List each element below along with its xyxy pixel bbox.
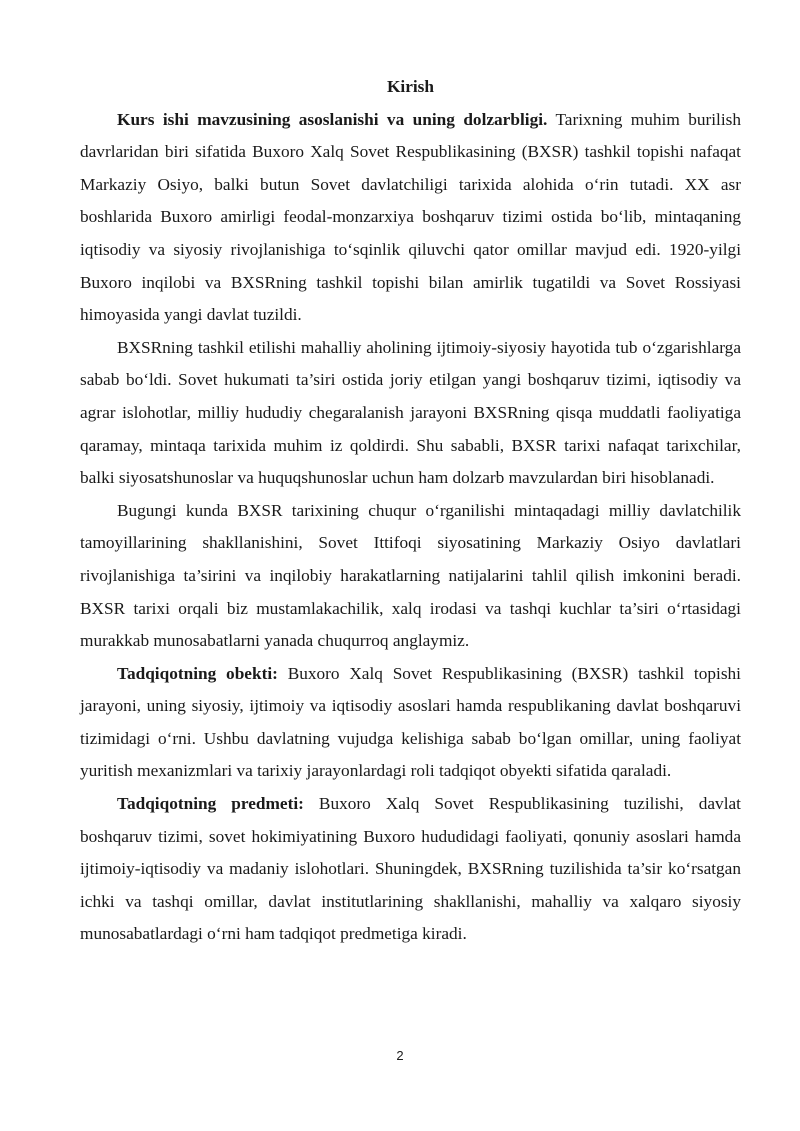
paragraph-relevance — [80, 104, 741, 332]
page-content — [80, 71, 741, 951]
paragraph-text: BXSRning tashkil etilishi mahalliy aholining ijtimoiy-siyosiy hayotida tub o‘zgarishlarga sabab bo‘ldi. Sovet hukumati ta’siri ostida joriy etilgan yangi boshqaruv tizimi, iqtisodiy va agrar islohotlar, milliy hududiy chegaralanish jarayoni BXSRning qisqa muddatli faoliyatiga qaramay, mintaqa tarixida muhim iz qoldirdi. Shu sababli, BXSR tarixi nafaqat tarixchilar, balki siyosatshunoslar va huquqshunoslar uchun ham dolzarb mavzulardan biri hisoblanadi. — [80, 337, 741, 488]
paragraph-research-object — [80, 658, 741, 788]
paragraph-text: Buxoro Xalq Sovet Respublikasining (BXSR) tashkil topishi jarayoni, uning siyosiy, ijtimoiy va iqtisodiy asoslari hamda respublikaning davlat boshqaruvi tizimidagi o‘rni. Ushbu davlatning vujudga kelishiga sabab bo‘lgan omillar, uning faoliyat yuritish mexanizmlari va tarixiy jarayonlardagi roli tadqiqot obyekti sifatida qaraladi. — [80, 663, 741, 781]
section-heading: Kirish — [386, 77, 435, 96]
paragraph-text: Buxoro Xalq Sovet Respublikasining tuzilishi, davlat boshqaruv tizimi, sovet hokimiyatining Buxoro hududidagi faoliyati, qonuniy asoslari hamda ijtimoiy-iqtisodiy va madaniy islohotlari. Shuningdek, BXSRning tuzilishida ta’sir ko‘rsatgan ichki va tashqi omillar, davlat institutlarining shakllanishi, mahalliy va xalqaro siyosiy munosabatlardagi o‘rni ham tadqiqot predmetiga kiradi. — [80, 794, 741, 944]
paragraph-text: Bugungi kunda BXSR tarixining chuqur o‘rganilishi mintaqadagi milliy davlatchilik tamoyillarining shakllanishini, Sovet Ittifoqi siyosatining Markaziy Osiyo davlatlari rivojlanishiga ta’sirini va inqilobiy harakatlarning natijalarini tahlil qilish imkonini beradi. BXSR tarixi orqali biz mustamlakachilik, xalq irodasi va tashqi kuchlar ta’siri o‘rtasidagi murakkab munosabatlarni yanada chuqurroq anglaymiz. — [80, 500, 741, 651]
paragraph-lead: Tadqiqotning predmeti: — [117, 794, 304, 814]
paragraph-research-subject — [80, 788, 741, 951]
paragraph-lead: Kurs ishi mavzusining asoslanishi va uning dolzarbligi. — [117, 109, 548, 129]
paragraph-lead: Tadqiqotning obekti: — [117, 663, 278, 683]
paragraph-bxsr-study — [80, 495, 741, 658]
paragraph-bxsr-establishment — [80, 332, 741, 495]
page-number: 2 — [396, 1048, 404, 1063]
paragraph-text: Tarixning muhim burilish davrlaridan biri sifatida Buxoro Xalq Sovet Respublikasining (BXSR) tashkil topishi nafaqat Markaziy Osiyo, balki butun Sovet davlatchiligi tarixida alohida o‘rin tutadi. XX asr boshlarida Buxoro amirligi feodal-monzarxiya boshqaruv tizimi ostida bo‘lib, mintaqaning iqtisodiy va siyosiy rivojlanishiga to‘sqinlik qiluvchi qator omillar mavjud edi. 1920-yilgi Buxoro inqilobi va BXSRning tashkil topishi bilan amirlik tugatildi va Sovet Rossiyasi himoyasida yangi davlat tuzildi. — [80, 109, 741, 325]
